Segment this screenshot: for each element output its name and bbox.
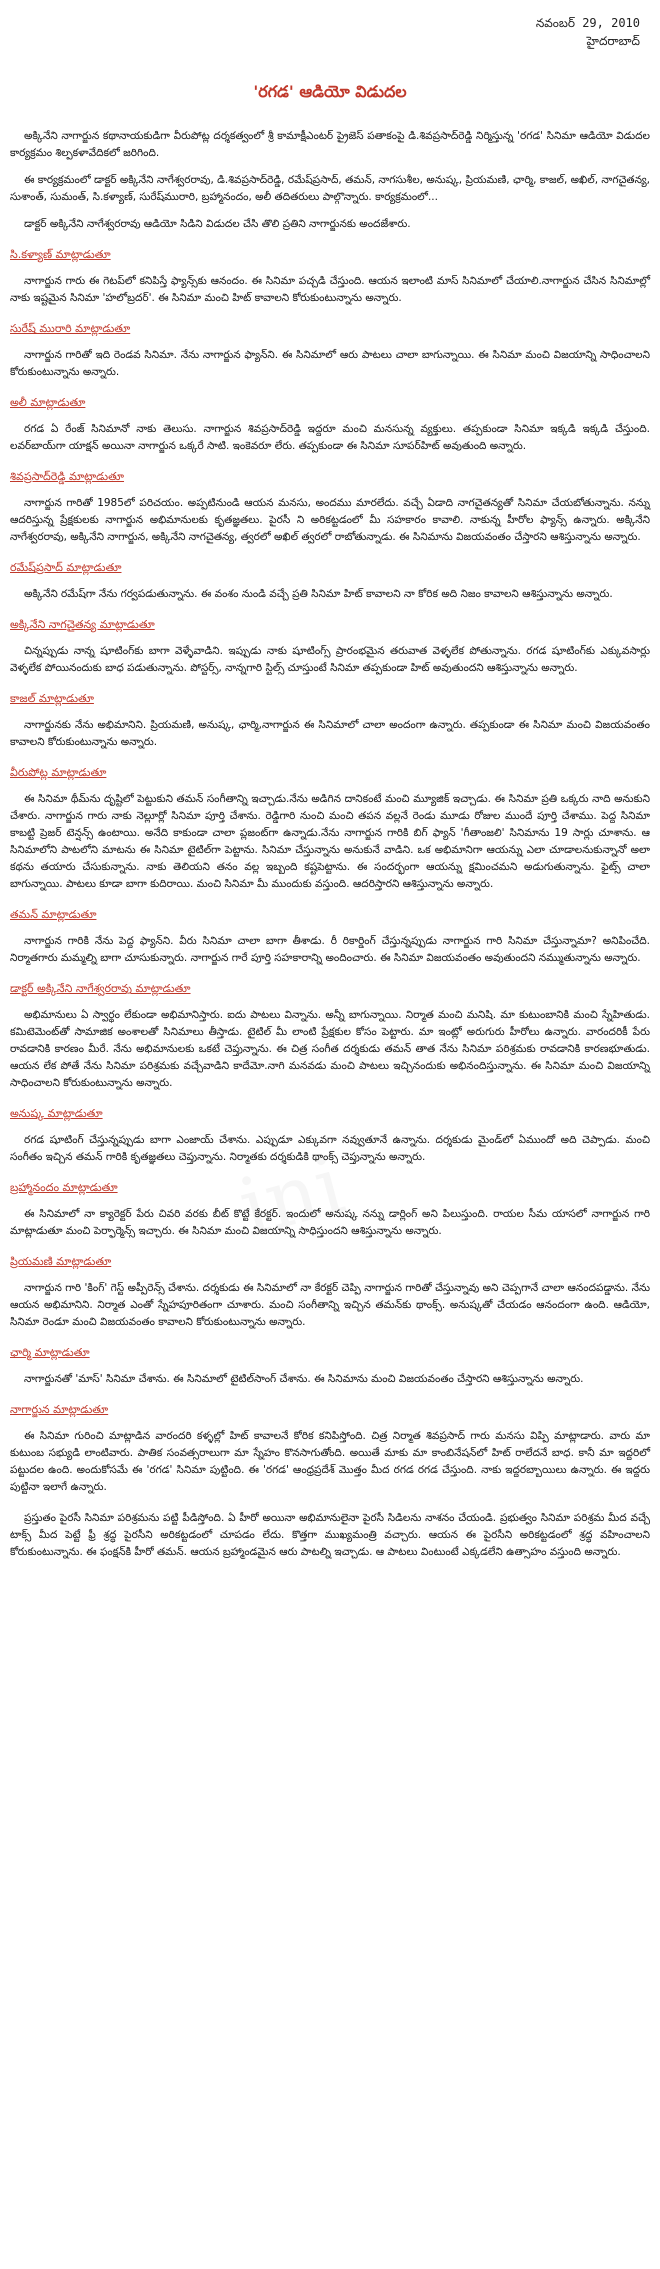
- speech-section: [10, 1345, 650, 1388]
- speech-paragraph: ఈ సినిమాలో నా క్యారెక్టర్ పేరు చివరి వరకు బీట్ కొట్టే కేరక్టర్. ఇందులో అనుష్క నన్ను డార్లింగ్ అని పిలుస్తుంది. రాయల సీమ యాసలో నాగార్జున గారి మాట్లాడుతూ మంచి పెర్ఫార్మెన్స్ ఇచ్చారు. ఈ సినిమా మంచి విజయాన్ని సాధిస్తుందని ఆశిస్తున్నాను అన్నారు.: [10, 1208, 650, 1237]
- intro-paragraph: అక్కినేని నాగార్జున కథానాయకుడిగా వీరుపోట్ల దర్శకత్వంలో శ్రీ కామాక్షీఎంటర్ ప్రైజెస్ పతాకంపై డి.శివప్రసాద్‌రెడ్డి నిర్మిస్తున్న 'రగడ' సినిమా ఆడియో విడుదల కార్యక్రమం శిల్పకళావేదికలో జరిగింది.: [10, 130, 650, 159]
- speaker-heading: శివప్రసాద్‌రెడ్డి మాట్లాడుతూ: [10, 470, 125, 483]
- speech-section: [10, 1402, 650, 1496]
- speech-paragraph: నాగార్జునకు నేను అభిమానిని. ప్రియమణి, అనుష్క, ఛార్మి,నాగార్జున ఈ సినిమాలో చాలా అందంగా ఉన్నారు. తప్పకుండా ఈ సినిమా మంచి విజయవంతం కావాలని కోరుకుంటున్నాను అన్నారు.: [10, 719, 650, 748]
- speaker-heading: కాజల్ మాట్లాడుతూ: [10, 692, 94, 705]
- speech-paragraph: ఈ సినిమా థీమ్‌ను దృష్టిలో పెట్టుకుని తమన్ సంగీతాన్ని ఇచ్చాడు.నేను అడిగిన దానికంటే మంచి మ్యూజిక్ ఇచ్చాడు. ఈ సినిమా ప్రతి ఒక్కరు నాది అనుకుని చేశారు. నాగార్జున గారు నాకు నెల్లూర్లో సినిమా పూర్తి చేశాను. రెడ్డిగారి నుంచి మంచి తపన వల్లనే రెండు మూడు రోజుల ముందే పూర్తి చేశాము. పెద్ద సినిమా కాబట్టి ప్రెజర్ టెన్షన్స్ ఉంటాయి. అనేది కాకుండా చాలా ప్లజంట్‌గా ఉన్నాడు.నేను నాగార్జున గారికి బిగ్ ఫ్యాన్ 'గీతాంజలి' సినిమాను 19 సార్లు చూశాను. ఆ సినిమాలోని పాటలోని మాటను ఈ సినిమా టైటిల్‌గా పెట్టాను. సినిమా చేస్తున్నాను అనుకునే వాడిని. ఒక అభిమానిగా ఆయన్ను ఎలా చూడాలనుకున్నానో అలా కథను తయారు చేసుకున్నాను. నాకు తెలియని తనం వల్ల ఇబ్బంది కష్టపెట్టాను. ఈ సందర్భంగా ఆయన్ను క్షమించమని అడుగుతున్నాను. ఫైట్స్ చాలా బాగున్నాయి. పాటలు కూడా బాగా కుదిరాయి. మంచి సినిమా మీ ముందుకు వస్తుంది. ఆదరిస్తారని ఆశిస్తున్నాను అన్నారు.: [10, 793, 650, 890]
- intro-paragraph: డాక్టర్ అక్కినేని నాగేశ్వరరావు ఆడియో సిడిని విడుదల చేసి తొలి ప్రతిని నాగార్జునకు అందజేశారు.: [24, 218, 411, 230]
- speech-section: [10, 1510, 650, 1561]
- speaker-heading: బ్రహ్మానందం మాట్లాడుతూ: [10, 1181, 118, 1194]
- speech-section: [10, 247, 650, 307]
- speaker-heading: అనుష్క మాట్లాడుతూ: [10, 1107, 103, 1120]
- speech-paragraph: రగడ ఏ రేంజ్ సినిమానో నాకు తెలుసు. నాగార్జున శివప్రసాద్‌రెడ్డి ఇద్దరూ మంచి మనసున్న వ్యక్తులు. తప్పకుండా సినిమా ఇక్కడి ఇక్కడి చేస్తుంది. లవర్‌బాయ్‌గా యాక్షన్ అయినా నాగార్జున ఒక్కరే సాటి. ఇంకెవరూ లేరు. తప్పకుండా ఈ సినిమా సూపర్‌హిట్ అవుతుంది అన్నారు.: [10, 423, 650, 452]
- speech-paragraph: చిన్నప్పుడు నాన్న షూటింగ్‌కు బాగా వెళ్ళేవాడిని. ఇప్పుడు నాకు షూటింగ్స్ ప్రారంభమైన తరువాత వెళ్ళలేక పోతున్నాను. రగడ షూటింగ్‌కు ఎక్కువసార్లు వెళ్ళలేక పోయినందుకు బాధ పడుతున్నాను. పోస్టర్స్, నాన్నగారి స్టిల్స్ చూస్తుంటే సినిమా తప్పకుండా హిట్ అవుతుందని ఆశిస్తున్నాను అన్నారు.: [10, 645, 650, 674]
- speaker-heading: తమన్ మాట్లాడుతూ: [10, 908, 97, 921]
- speech-paragraph: నాగార్జునతో 'మాస్' సినిమా చేశాను. ఈ సినిమాలో టైటిల్‌సాంగ్ చేశాను. ఈ సినిమాను మంచి విజయవంతం చేస్తారని ఆశిస్తున్నాను అన్నారు.: [24, 1373, 584, 1385]
- watermark: ini: [229, 1138, 353, 1255]
- release-place: హైదరాబాద్: [586, 34, 640, 48]
- speech-paragraph: నాగార్జున గారు ఈ గెటప్‌లో కనిపిస్తే ఫ్యాన్స్‌కు ఆనందం. ఈ సినిమా పచ్చడి చేస్తుంది. ఆయన ఇలాంటి మాస్ సినిమాలో చేయాలి.నాగార్జున చేసిన సినిమాల్లో నాకు ఇష్టమైన సినిమా 'హలోబ్రదర్'. ఈ సినిమా మంచి హిట్ కావాలని కోరుకుంటున్నాను అన్నారు.: [10, 275, 650, 304]
- speech-section: [10, 1254, 650, 1331]
- speaker-heading: ఛార్మి మాట్లాడుతూ: [10, 1346, 90, 1359]
- speaker-heading: డాక్టర్ అక్కినేని నాగేశ్వరరావు మాట్లాడుతూ: [10, 982, 191, 995]
- speech-paragraph: నాగార్జున గారితో ఇది రెండవ సినిమా. నేను నాగార్జున ఫ్యాన్‌ని. ఈ సినిమాలో ఆరు పాటలు చాలా బాగున్నాయి. ఈ సినిమా మంచి విజయాన్ని సాధించాలని కోరుకుంటున్నాను అన్నారు.: [10, 349, 650, 378]
- speech-sections: [10, 247, 650, 1561]
- speech-paragraph: నాగార్జున గారికి నేను పెద్ద ఫ్యాన్‌ని. వీరు సినిమా చాలా బాగా తీశాడు. రీ రికార్డింగ్ చేస్తున్నప్పుడు నాగార్జున గారి సినిమా చేస్తున్నామా? అనిపించేది. నిర్మాతగారు మమ్మల్ని బాగా చూసుకున్నారు. నాగార్జున గారే పూర్తి సహకారాన్ని అందించారు. ఈ సినిమా విజయవంతం అవుతుందని నమ్ముతున్నాను అన్నారు.: [10, 935, 650, 964]
- speech-paragraph: నాగార్జున గారి 'కింగ్' గెస్ట్ అప్పీరెన్స్ చేశాను. దర్శకుడు ఈ సినిమాలో నా కేరక్టర్ చెప్పి నాగార్జున గారితో చేస్తున్నావు అని చెప్పగానే చాలా ఆనందపడ్డాను. నేను ఆయన అభిమానిని. నిర్మాత ఎంతో స్నేహపూరితంగా చూశారు. మంచి సంగీతాన్ని ఇచ్చిన తమన్‌కు థాంక్స్. అనుష్కతో చేయడం ఆనందంగా ఉంది. ఆడియో, సినిమా రెండూ మంచి విజయవంతం కావాలని కోరుకుంటున్నాను అన్నారు.: [10, 1282, 650, 1328]
- speech-paragraph: నాగార్జున గారితో 1985లో పరిచయం. అప్పటినుండి ఆయన మనసు, అందము మారలేదు. వచ్చే ఏడాది నాగచైతన్యతో సినిమా చేయబోతున్నాను. నన్ను ఆదరిస్తున్న ప్రేక్షకులకు నాగార్జున అభిమానులకు కృతజ్ఞతలు. పైరసీ ని అరికట్టడంలో మీ సహకారం కావాలి. నాకున్న హీరోల ఫ్యాన్స్ ఉన్నారు. అక్కినేని నాగేశ్వరరావు, అక్కినేని నాగార్జున, అక్కినేని నాగచైతన్య, త్వరలో అఖిల్ త్వరలో రాబోతున్నాడు. ఈ సినిమాను విజయవంతం చేస్తారని ఆశిస్తున్నాను అన్నారు.: [10, 497, 650, 543]
- intro-section: [10, 128, 650, 233]
- speech-section: [10, 469, 650, 546]
- speaker-heading: అక్కినేని నాగచైతన్య మాట్లాడుతూ: [10, 618, 155, 631]
- speech-section: [10, 395, 650, 455]
- speech-section: [10, 981, 650, 1092]
- release-date: నవంబర్ 29, 2010: [535, 16, 640, 30]
- speech-section: [10, 765, 650, 893]
- speech-section: [10, 617, 650, 677]
- header-meta: [536, 14, 640, 50]
- speaker-heading: సురేష్ మురారి మాట్లాడుతూ: [10, 322, 131, 335]
- speaker-heading: వీరుపోట్ల మాట్లాడుతూ: [10, 766, 107, 779]
- speaker-heading: సి.కళ్యాణ్ మాట్లాడుతూ: [10, 248, 111, 261]
- speech-paragraph: రగడ షూటింగ్ చేస్తున్నప్పుడు బాగా ఎంజాయ్ చేశాను. ఎప్పుడూ ఎక్కువగా నవ్వుతూనే ఉన్నాను. దర్శకుడు మైండ్‌లో ఏముందో అది చెప్పాడు. మంచి సంగీతం ఇచ్చిన తమన్ గారికి కృతజ్ఞతలు చెప్తున్నాను. నిర్మాతకు దర్శకుడికి థాంక్స్ చెప్తున్నాను అన్నారు.: [10, 1134, 650, 1163]
- speaker-heading: నాగార్జున మాట్లాడుతూ: [10, 1403, 109, 1416]
- speaker-heading: అలీ మాట్లాడుతూ: [10, 396, 86, 409]
- speech-section: [10, 1180, 650, 1240]
- speaker-heading: ప్రియమణి మాట్లాడుతూ: [10, 1255, 112, 1268]
- speech-section: [10, 1106, 650, 1166]
- speech-paragraph: ఈ సినిమా గురించి మాట్లాడిన వారందరి కళ్ళల్లో హిట్ కావాలనే కోరిక కనిపిస్తోంది. చిత్ర నిర్మాత శివప్రసాద్ గారు మనసు విప్పి మాట్లాడారు. వారు మా కుటుంబ సభ్యుడి లాంటివారు. పాతిక సంవత్సరాలుగా మా స్నేహం కొనసాగుతోంది. అయితే మాకు మా కాంబినేషన్‌లో హిట్ రాలేదనే బాధ. కానీ మా ఇద్దరిలో పట్టుదల ఉంది. అందుకోసమే ఈ 'రగడ' సినిమా పుట్టింది. ఈ 'రగడ' ఆంధ్రప్రదేశ్ మొత్తం మీద రగడ రగడ చేస్తుంది. నాకు ఇద్దరబ్బాయిలు ఉన్నారు. ఈ ఇద్దరు పుట్టినా ఇలాగే ఉన్నారు.: [10, 1430, 650, 1493]
- speech-section: [10, 321, 650, 381]
- article-body: [10, 128, 650, 1575]
- speech-paragraph: అక్కినేని రమేష్‌గా నేను గర్వపడుతున్నాను. ఈ వంశం నుండి వచ్చే ప్రతి సినిమా హిట్ కావాలని నా కోరిక అది నిజం కావాలని ఆశిస్తున్నాను అన్నారు.: [24, 588, 613, 600]
- speech-section: [10, 907, 650, 967]
- speech-section: [10, 560, 650, 603]
- speech-paragraph: అభిమానులు ఏ స్వార్థం లేకుండా అభిమానిస్తారు. ఐదు పాటలు విన్నాను. అన్నీ బాగున్నాయి. నిర్మాత మంచి మనిషి. మా కుటుంబానికి మంచి స్నేహితుడు. కమిటెమెంట్‌తో సామాజిక అంశాలతో సినిమాలు తీస్తాడు. టైటిల్ మీ లాంటి ప్రేక్షకుల కోసం పెట్టారు. మా ఇంట్లో అరుగురు హీరోలు ఉన్నారు. వారందరికీ పేరు రావడానికి కారణం మీరే. నేను అభిమానులకు ఒకటే చెప్తున్నాను. ఈ చిత్ర సంగీత దర్శకుడు తమన్ తాత నేను సినిమా పరిశ్రమకు రావడానికి కారణభూతుడు. ఆయన లేక పోతే నేను సినిమా పరిశ్రమకు వచ్చేవాడిని కాదేమో.నాగి మనవడు మంచి పాటలు ఇచ్చినందుకు అభినందిస్తున్నాను. ఈ సినిమా మంచి విజయాన్ని సాధించాలని కోరుకుంటున్నాను అన్నారు.: [10, 1009, 650, 1089]
- speech-section: [10, 691, 650, 751]
- speech-paragraph: ప్రస్తుతం పైరసీ సినిమా పరిశ్రమను పట్టి పీడిస్తోంది. ఏ హీరో అయినా అభిమానులైనా పైరసీ సిడిలను నాశనం చేయండి. ప్రభుత్వం సినిమా పరిశ్రమ మీద వచ్చే టాక్స్ మీద పెట్టే ఫ్రీ శ్రద్ధ పైరసీని అరికట్టడంలో చూపడం లేదు. కొత్తగా ముఖ్యమంత్రి వచ్చారు. ఆయన ఈ పైరసీని అరికట్టడంలో శ్రద్ధ వహించాలని కోరుకుంటున్నాను. ఈ ఫంక్షన్‌కి హీరో తమన్. ఆయన బ్రహ్మాండమైన ఆరు పాటల్ని ఇచ్చాడు. ఆ పాటలు వింటుంటే ఎక్కడలేని ఉత్సాహం వస్తుంది అన్నారు.: [10, 1512, 650, 1558]
- intro-paragraph: ఈ కార్యక్రమంలో డాక్టర్ అక్కినేని నాగేశ్వరరావు, డి.శివప్రసాద్‌రెడ్డి, రమేష్‌ప్రసాద్, తమన్, నాగసుశీల, అనుష్క, ప్రియమణి, ఛార్మి, కాజల్, అఖిల్, నాగచైతన్య, సుశాంత్, సుమంత్, సి.కళ్యాణ్, సురేష్‌మురారి, బ్రహ్మానందం, అలీ తదితరులు పాల్గొన్నారు. కార్యక్రమంలో...: [10, 174, 650, 203]
- speaker-heading: రమేష్‌ప్రసాద్ మాట్లాడుతూ: [10, 561, 122, 574]
- page-title: 'రగడ' ఆడియో విడుదల: [253, 82, 407, 101]
